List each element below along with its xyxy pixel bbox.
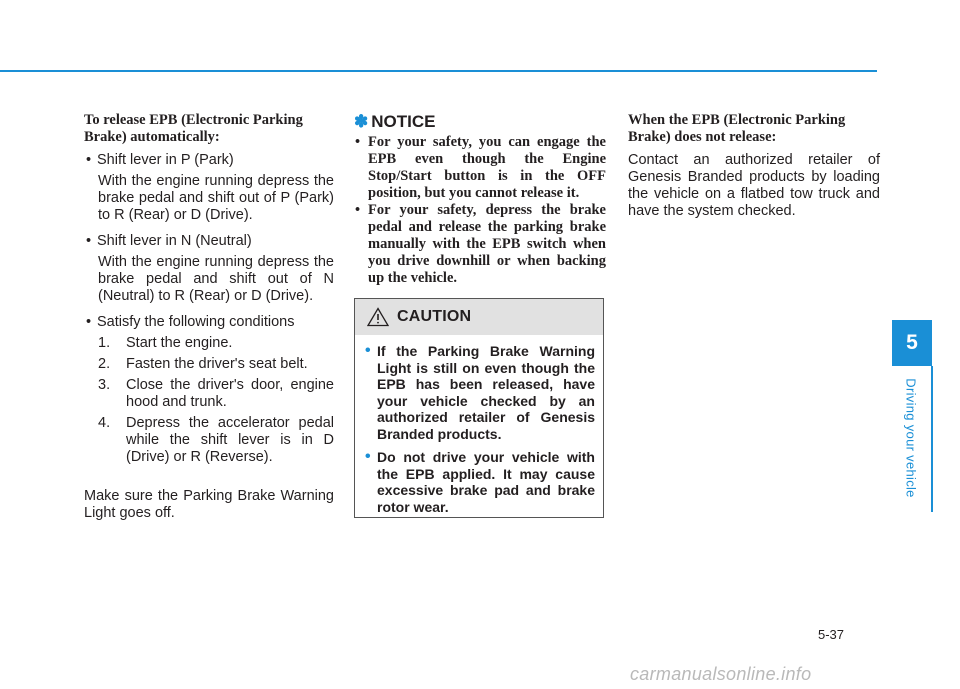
step-item: 4. Depress the accelerator pedal while the shift lever is in D (Drive) or R (Reverse).	[98, 415, 334, 465]
caution-body	[355, 335, 603, 515]
column-not-release	[628, 112, 880, 220]
notice-star-icon: ✽	[354, 112, 369, 131]
warning-triangle-icon	[367, 307, 389, 327]
notice-block	[354, 112, 606, 287]
watermark: carmanualsonline.info	[630, 664, 812, 684]
notice-item: • For your safety, depress the brake pedal and release the parking brake manually with the EPB switch when you drive downhill or when backing up the vehicle.	[354, 202, 606, 287]
page-number: 5-37	[818, 627, 845, 642]
notice-title	[354, 112, 606, 132]
bullet-park-text: With the engine running depress the brake pedal and shift out of P (Park) to R (Rear) or D (Drive).	[98, 173, 334, 223]
bullet-conditions: • Satisfy the following conditions	[84, 314, 334, 331]
caution-label: CAUTION	[397, 308, 472, 325]
body-text: Contact an authorized retailer of Genesis Branded products by loading the vehicle on a flatbed tow truck and have the system checked.	[628, 152, 880, 219]
step-item: 2. Fasten the driver's seat belt.	[98, 356, 308, 372]
section-heading: To release EPB (Electronic Parking Brake) automatically:	[84, 112, 303, 145]
bullet-neutral: • Shift lever in N (Neutral)	[84, 233, 334, 250]
caution-item: • If the Parking Brake Warning Light is still on even though the EPB has been released, have your vehicle checked by an authorized retailer of Genesis Branded products.	[365, 343, 595, 442]
top-rule	[0, 70, 877, 72]
notice-item: • For your safety, you can engage the EPB even though the Engine Stop/Start button is in the OFF position, but you cannot release it.	[354, 134, 606, 202]
chapter-label: Driving your vehicle	[903, 378, 919, 498]
closing-text: Make sure the Parking Brake Warning Light goes off.	[84, 488, 334, 521]
chapter-rule	[931, 366, 933, 512]
notice-label: NOTICE	[371, 112, 436, 131]
caution-item: • Do not drive your vehicle with the EPB applied. It may cause excessive brake pad and brake rotor wear.	[365, 449, 595, 515]
caution-header	[355, 299, 603, 335]
step-item: 3. Close the driver's door, engine hood and trunk.	[98, 377, 334, 410]
column-release-automatically	[84, 112, 334, 522]
chapter-tab[interactable]: 5	[892, 320, 932, 366]
bullet-park: • Shift lever in P (Park)	[84, 152, 334, 169]
step-item: 1. Start the engine.	[98, 335, 233, 351]
section-heading: When the EPB (Electronic Parking Brake) does not release:	[628, 112, 846, 145]
bullet-neutral-text: With the engine running depress the brake pedal and shift out of N (Neutral) to R (Rear) or D (Drive).	[98, 254, 334, 304]
caution-box	[354, 298, 604, 518]
